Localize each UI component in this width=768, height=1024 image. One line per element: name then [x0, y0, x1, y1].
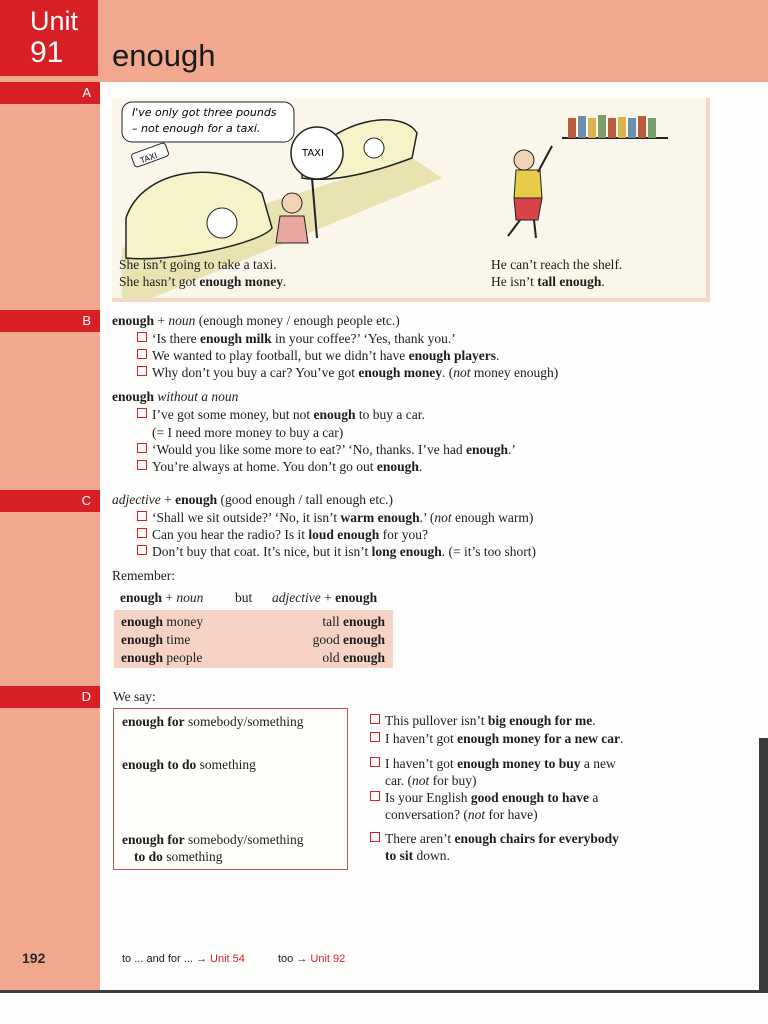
example-line [370, 756, 616, 772]
bullet-icon [370, 714, 380, 724]
example-line [137, 331, 456, 347]
text-run: ‘Is there [152, 331, 200, 346]
text-run: Can you hear the radio? Is it [152, 527, 309, 542]
text-run: something [196, 757, 256, 772]
bold-run: enough [121, 650, 164, 665]
bold-run: enough [335, 590, 378, 605]
text-run: tall [322, 614, 340, 629]
bullet-icon [137, 349, 147, 359]
section-b-heading [112, 313, 400, 329]
italic-run: adjective [272, 590, 321, 605]
text-run: a new [580, 756, 616, 771]
caption-right [491, 256, 622, 290]
italic-run: not [453, 365, 471, 380]
bold-run: enough to do [122, 757, 197, 772]
text-run: people [163, 650, 203, 665]
bold-run: enough for [122, 714, 185, 729]
bold-run: enough [120, 590, 163, 605]
section-tab-d: D [0, 686, 100, 708]
example-line [137, 407, 425, 423]
bold-run: enough money [358, 365, 442, 380]
section-tab-c: C [0, 490, 100, 512]
cross-reference-2 [278, 953, 345, 965]
example-line [137, 442, 516, 458]
text-run: time [163, 632, 191, 647]
speech-line-1: I've only got three pounds [132, 106, 277, 119]
section-tab-b: B [0, 310, 100, 332]
text-run: old [322, 650, 340, 665]
bold-run: enough milk [199, 331, 272, 346]
remember-right-row [322, 614, 385, 630]
text-run: somebody/something [184, 714, 304, 729]
bullet-icon [370, 832, 380, 842]
boy-leg [534, 220, 536, 238]
bold-run: enough [112, 389, 155, 404]
book [628, 118, 636, 138]
example-line [137, 348, 499, 364]
caption-right-line-1: He can’t reach the shelf. [491, 257, 623, 272]
unit-92-link[interactable]: Unit 92 [310, 953, 346, 965]
book [588, 118, 596, 138]
section-tab-a: A [0, 82, 100, 104]
section-c-heading [112, 492, 393, 508]
boy-arm [538, 146, 552, 172]
bold-run: good enough to have [470, 790, 590, 805]
pattern-2 [122, 757, 256, 773]
italic-run: noun [176, 590, 204, 605]
text-run: enough warm) [451, 510, 534, 525]
section-b-subheading [112, 389, 238, 405]
bold-run: enough [339, 632, 385, 647]
taxi-right-wheel [364, 138, 384, 158]
text-run: .’ [507, 442, 516, 457]
boy-shirt [514, 170, 542, 198]
bold-run: enough chairs for everybody [454, 831, 619, 846]
pattern-3-continued [134, 849, 223, 865]
bullet-icon [137, 511, 147, 521]
text-run: . [619, 731, 624, 746]
right-edge-bar [759, 738, 768, 990]
text-run: This pullover isn’t [385, 713, 488, 728]
bold-run: big enough for me [487, 713, 593, 728]
pattern-3 [122, 832, 304, 848]
boy-leg [508, 220, 520, 236]
text-run: ‘Shall we sit outside?’ ‘No, it isn’t [152, 510, 341, 525]
italic-run: adjective [112, 492, 161, 507]
text-run: somebody/something [184, 832, 304, 847]
text-run: in your coffee?’ ‘Yes, thank you.’ [271, 331, 456, 346]
example-line-continued [385, 807, 538, 823]
text-run: to ... and for ... → [122, 953, 211, 965]
bold-run: enough [112, 313, 155, 328]
cross-reference-1 [122, 953, 245, 965]
pattern-box [113, 708, 348, 870]
bullet-icon [137, 545, 147, 555]
text-run: too → [278, 953, 311, 965]
text-run: money enough) [470, 365, 559, 380]
remember-but: but [235, 590, 253, 605]
italic-run: not [467, 807, 486, 822]
bullet-icon [137, 528, 147, 538]
text-run: Why don’t you buy a car? You’ve got [152, 365, 359, 380]
bold-run: enough [175, 492, 218, 507]
example-line [137, 365, 558, 381]
remember-right-row [313, 632, 385, 648]
bold-run: enough money to buy [457, 756, 581, 771]
page-title: enough [112, 38, 216, 73]
bold-run: enough [121, 614, 164, 629]
bold-run: enough [339, 650, 385, 665]
text-run: I’ve got some money, but not [152, 407, 314, 422]
example-line-continued [385, 848, 450, 864]
bold-run: enough [121, 632, 164, 647]
caption-left [119, 256, 286, 290]
text-run: for buy) [429, 773, 477, 788]
pattern-1 [122, 714, 304, 730]
text-run: conversation? ( [385, 807, 468, 822]
italic-run: noun [168, 313, 196, 328]
italic-run: not [411, 773, 430, 788]
example-line [370, 731, 623, 747]
bold-run: enough [465, 442, 508, 457]
book [648, 118, 656, 138]
text-run: . [283, 274, 287, 289]
text-run: something [162, 849, 223, 864]
text-run: There aren’t [385, 831, 455, 846]
bold-run: enough [376, 459, 419, 474]
text-run: + [154, 313, 169, 328]
example-line [137, 510, 533, 526]
text-run: Don’t buy that coat. It’s nice, but it isn’t [152, 544, 372, 559]
italic-run: not [434, 510, 452, 525]
text-run: Is your English [385, 790, 471, 805]
bold-run: long enough [371, 544, 442, 559]
text-run: + [160, 492, 176, 507]
book [568, 118, 576, 138]
bold-run: enough money [199, 274, 284, 289]
text-run: . [418, 459, 423, 474]
text-run: car. ( [385, 773, 412, 788]
text-run: . [592, 713, 596, 728]
example-line [137, 527, 428, 543]
bold-run: enough [339, 614, 385, 629]
unit-badge [0, 0, 98, 76]
example-line-continued [385, 773, 477, 789]
text-run: He isn’t [491, 274, 538, 289]
bullet-icon [137, 366, 147, 376]
text-run: . [601, 274, 605, 289]
bullet-icon [370, 791, 380, 801]
remember-rule-left [120, 590, 203, 606]
unit-label: Unit [30, 6, 79, 36]
example-line [137, 544, 536, 560]
taxi-left-roof-text: TAXI [138, 150, 159, 166]
book [608, 118, 616, 138]
unit-number: 91 [30, 36, 64, 69]
example-line [370, 713, 596, 729]
woman-head [282, 193, 302, 213]
example-line-continued: (= I need more money to buy a car) [152, 425, 344, 440]
text-run: I haven’t got [385, 731, 458, 746]
bullet-icon [370, 732, 380, 742]
text-run: (enough money / enough people etc.) [195, 313, 400, 328]
bold-run: to do [134, 849, 163, 864]
taxi-left-wheel [207, 208, 237, 238]
caption-left-line-1: She isn’t going to take a taxi. [119, 257, 277, 272]
woman-body [276, 216, 308, 243]
bold-run: tall enough [537, 274, 602, 289]
text-run: She hasn’t got [119, 274, 200, 289]
unit-54-link[interactable]: Unit 54 [210, 953, 245, 965]
text-run: . (= it’s too short) [441, 544, 537, 559]
we-say-label: We say: [113, 689, 156, 704]
bottom-rule [0, 990, 768, 993]
bold-run: to sit [385, 848, 414, 863]
book [598, 115, 606, 138]
boy-shorts [514, 198, 542, 220]
remember-table [114, 610, 393, 668]
example-line [370, 790, 598, 806]
text-run: + [320, 590, 336, 605]
text-run: . ( [441, 365, 454, 380]
bold-run: enough players [408, 348, 496, 363]
remember-left-row [121, 632, 190, 648]
text-run: a [589, 790, 599, 805]
text-run: + [162, 590, 177, 605]
bold-run: warm enough [340, 510, 420, 525]
bullet-icon [137, 443, 147, 453]
bullet-icon [137, 460, 147, 470]
boy-head [514, 150, 534, 170]
book [578, 116, 586, 138]
text-run: for you? [379, 527, 428, 542]
text-run: down. [413, 848, 450, 863]
text-run: We wanted to play football, but we didn’t have [152, 348, 409, 363]
page-number: 192 [22, 950, 46, 966]
bullet-icon [137, 332, 147, 342]
text-run: to buy a car. [355, 407, 425, 422]
bold-run: loud enough [308, 527, 380, 542]
bold-run: enough money for a new car [457, 731, 620, 746]
text-run: (good enough / tall enough etc.) [217, 492, 393, 507]
text-run: I haven’t got [385, 756, 458, 771]
text-run: You’re always at home. You don’t go out [152, 459, 377, 474]
taxi-sign-text: TAXI [302, 148, 324, 159]
book [638, 116, 646, 138]
text-run: . [496, 348, 500, 363]
example-line [370, 831, 619, 847]
remember-left-row [121, 614, 203, 630]
remember-label: Remember: [112, 568, 175, 583]
bullet-icon [370, 757, 380, 767]
remember-left-row [121, 650, 202, 666]
remember-right-row [322, 650, 385, 666]
example-line [137, 459, 422, 475]
text-run: .’ ( [419, 510, 435, 525]
caption-right-line-2 [491, 273, 622, 290]
bullet-icon [137, 408, 147, 418]
speech-line-2: – not enough for a taxi. [132, 122, 261, 135]
text-run: money [163, 614, 204, 629]
remember-rule-right [272, 590, 377, 606]
text-run: ‘Would you like some more to eat?’ ‘No, thanks. I’ve had [152, 442, 466, 457]
bold-run: enough [313, 407, 356, 422]
book [618, 117, 626, 138]
bold-run: enough for [122, 832, 185, 847]
caption-left-line-2 [119, 273, 286, 290]
text-run: good [312, 632, 340, 647]
text-run: for have) [485, 807, 538, 822]
italic-run: without a noun [154, 389, 239, 404]
